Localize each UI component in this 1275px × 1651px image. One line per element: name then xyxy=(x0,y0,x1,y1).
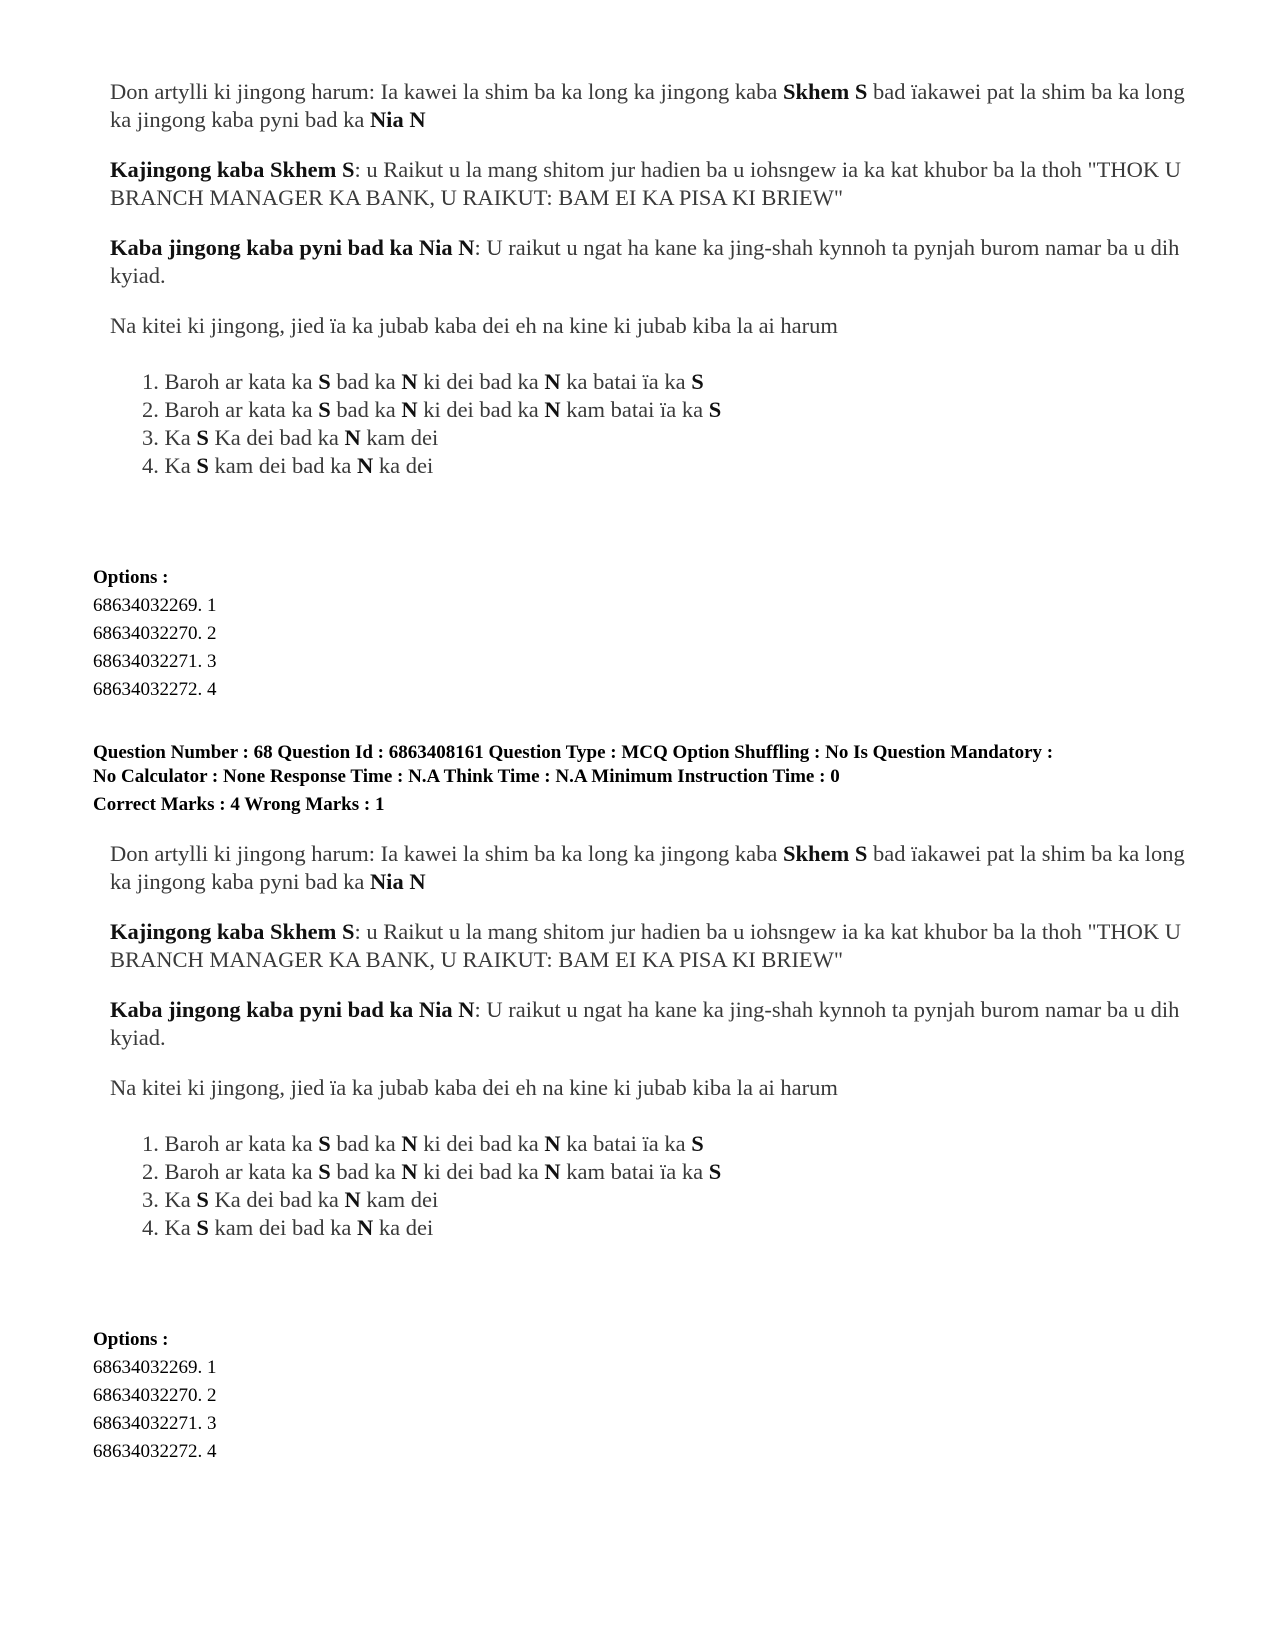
intro-bold-n: Nia N xyxy=(369,869,426,894)
options-section xyxy=(93,1328,1223,1466)
n-statement-label: Kaba jingong kaba pyni bad ka Nia N xyxy=(110,997,475,1022)
intro-text: Don artylli ki jingong harum: Ia kawei la shim ba ka long ka jingong kaba xyxy=(110,841,783,866)
option-item: 68634032272. 4 xyxy=(93,1441,217,1462)
question-prompt: Na kitei ki jingong, jied ïa ka jubab kaba dei eh na kine ki jubab kiba la ai harum xyxy=(110,1075,838,1100)
n-statement-text: : U raikut u ngat ha kane ka jing-shah kynnoh ta pynjah burom namar ba u dih kyiad. xyxy=(110,997,1180,1050)
intro-bold-n: Nia N xyxy=(369,107,426,132)
options-label: Options : xyxy=(93,1329,169,1350)
intro-text-mid: bad ïakawei pat la shim ba ka long ka jingong kaba pyni bad ka xyxy=(110,841,1185,894)
question-header-line1: Question Number : 68 Question Id : 6863408161 Question Type : MCQ Option Shuffling : No Is Question Mandatory : xyxy=(93,742,1054,763)
s-statement-text: : u Raikut u la mang shitom jur hadien ba u iohsngew ia ka kat khubor ba la thoh "THOK U BRANCH MANAGER KA BANK, U RAIKUT: BAM EI KA PISA KI BRIEW" xyxy=(110,919,1182,972)
options-label: Options : xyxy=(93,567,169,588)
s-statement-label: Kajingong kaba Skhem S xyxy=(110,157,355,182)
question-header xyxy=(93,741,1223,817)
question-image xyxy=(110,78,1190,480)
choice-item: 3. Ka S Ka dei bad ka N kam dei xyxy=(142,1187,439,1212)
choice-list xyxy=(110,1130,1190,1242)
question-header-line2: No Calculator : None Response Time : N.A Think Time : N.A Minimum Instruction Time : 0 xyxy=(93,766,840,787)
option-item: 68634032270. 2 xyxy=(93,1385,217,1406)
s-statement xyxy=(110,918,1190,974)
n-statement xyxy=(110,996,1190,1052)
intro-text-mid: bad ïakawei pat la shim ba ka long ka jingong kaba pyni bad ka xyxy=(110,79,1185,132)
s-statement xyxy=(110,156,1190,212)
choice-item: 3. Ka S Ka dei bad ka N kam dei xyxy=(142,425,439,450)
intro-paragraph xyxy=(110,840,1190,896)
choice-item: 2. Baroh ar kata ka S bad ka N ki dei bad ka N kam batai ïa ka S xyxy=(142,397,722,422)
intro-text: Don artylli ki jingong harum: Ia kawei la shim ba ka long ka jingong kaba xyxy=(110,79,783,104)
option-item: 68634032270. 2 xyxy=(93,623,217,644)
choice-item: 1. Baroh ar kata ka S bad ka N ki dei bad ka N ka batai ïa ka S xyxy=(142,1131,704,1156)
option-item: 68634032271. 3 xyxy=(93,651,217,672)
n-statement xyxy=(110,234,1190,290)
question-image xyxy=(110,840,1190,1242)
options-section xyxy=(93,566,1223,704)
option-item: 68634032269. 1 xyxy=(93,595,217,616)
choice-item: 4. Ka S kam dei bad ka N ka dei xyxy=(142,1215,434,1240)
question-prompt: Na kitei ki jingong, jied ïa ka jubab kaba dei eh na kine ki jubab kiba la ai harum xyxy=(110,313,838,338)
choice-item: 4. Ka S kam dei bad ka N ka dei xyxy=(142,453,434,478)
option-item: 68634032269. 1 xyxy=(93,1357,217,1378)
choice-list xyxy=(110,368,1190,480)
s-statement-text: : u Raikut u la mang shitom jur hadien ba u iohsngew ia ka kat khubor ba la thoh "THOK U BRANCH MANAGER KA BANK, U RAIKUT: BAM EI KA PISA KI BRIEW" xyxy=(110,157,1182,210)
choice-item: 1. Baroh ar kata ka S bad ka N ki dei bad ka N ka batai ïa ka S xyxy=(142,369,704,394)
question-header-marks: Correct Marks : 4 Wrong Marks : 1 xyxy=(93,794,385,815)
n-statement-label: Kaba jingong kaba pyni bad ka Nia N xyxy=(110,235,475,260)
intro-bold-s: Skhem S xyxy=(782,79,868,104)
intro-bold-s: Skhem S xyxy=(782,841,868,866)
n-statement-text: : U raikut u ngat ha kane ka jing-shah kynnoh ta pynjah burom namar ba u dih kyiad. xyxy=(110,235,1180,288)
intro-paragraph xyxy=(110,78,1190,134)
choice-item: 2. Baroh ar kata ka S bad ka N ki dei bad ka N kam batai ïa ka S xyxy=(142,1159,722,1184)
option-item: 68634032272. 4 xyxy=(93,679,217,700)
option-item: 68634032271. 3 xyxy=(93,1413,217,1434)
s-statement-label: Kajingong kaba Skhem S xyxy=(110,919,355,944)
